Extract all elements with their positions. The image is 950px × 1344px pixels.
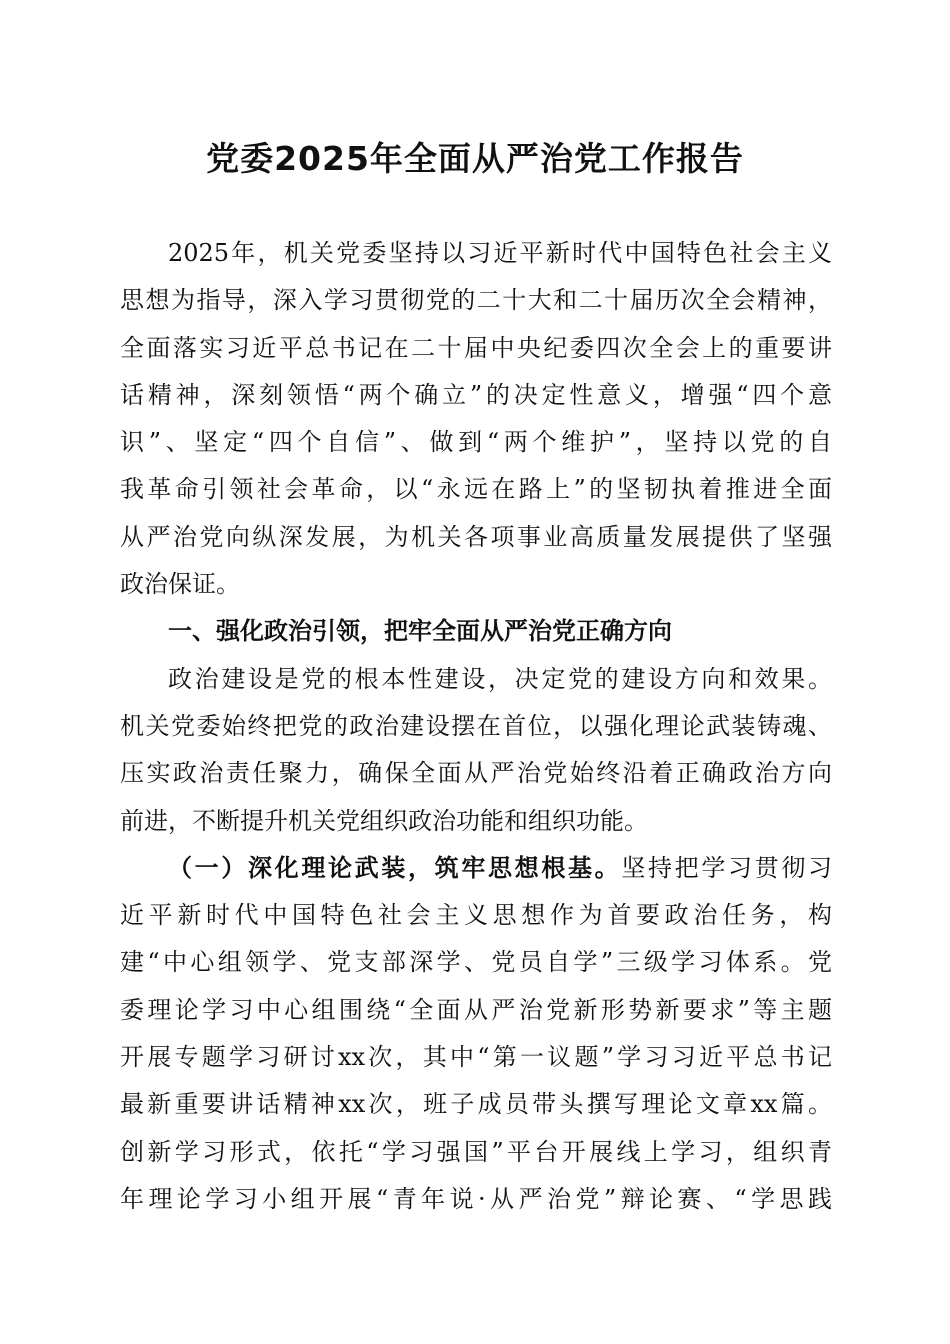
paragraph-line: 前进，不断提升机关党组织政治功能和组织功能。 — [120, 806, 648, 835]
paragraph-line: 创新学习形式，依托“学习强国”平台开展线上学习，组织青 — [120, 1137, 832, 1166]
document-title: 党委2025年全面从严治党工作报告 — [206, 139, 744, 178]
paragraph-line: 年理论学习小组开展“青年说·从严治党”辩论赛、“学思践 — [120, 1184, 832, 1213]
document-body — [120, 230, 832, 1223]
paragraph-line: 政治建设是党的根本性建设，决定党的建设方向和效果。 — [168, 664, 832, 693]
paragraph-line: 开展专题学习研讨xx次，其中“第一议题”学习习近平总书记 — [120, 1043, 832, 1072]
paragraph-line: 全面落实习近平总书记在二十届中央纪委四次全会上的重要讲 — [120, 333, 832, 362]
paragraph-line: 2025年，机关党委坚持以习近平新时代中国特色社会主义 — [168, 239, 832, 267]
paragraph-line: 识”、坚定“四个自信”、做到“两个维护”，坚持以党的自 — [120, 428, 832, 457]
paragraph-line: 话精神，深刻领悟“两个确立”的决定性意义，增强“四个意 — [120, 380, 832, 409]
paragraph-line: 机关党委始终把党的政治建设摆在首位，以强化理论武装铸魂、 — [120, 711, 832, 740]
subsection-first-line — [120, 845, 832, 892]
paragraph-line: 委理论学习中心组围绕“全面从严治党新形势新要求”等主题 — [120, 995, 832, 1024]
paragraph-line: 最新重要讲话精神xx次，班子成员带头撰写理论文章xx篇。 — [120, 1090, 832, 1119]
paragraph-line: 压实政治责任聚力，确保全面从严治党始终沿着正确政治方向 — [120, 759, 832, 788]
subsection-lead: （一）深化理论武装，筑牢思想根基。 — [168, 853, 622, 882]
paragraph-line: 我革命引领社会革命，以“永远在路上”的坚韧执着推进全面 — [120, 475, 832, 504]
paragraph-line: 从严治党向纵深发展，为机关各项事业高质量发展提供了坚强 — [120, 522, 832, 551]
paragraph-line: 思想为指导，深入学习贯彻党的二十大和二十届历次全会精神， — [120, 286, 832, 315]
paragraph-line: 建“中心组领学、党支部深学、党员自学”三级学习体系。党 — [120, 948, 832, 977]
subsection-lead-rest: 坚持把学习贯彻习 — [621, 853, 833, 882]
section-heading: 一、强化政治引领，把牢全面从严治党正确方向 — [168, 617, 672, 646]
paragraph-line: 政治保证。 — [120, 570, 240, 599]
paragraph-line: 近平新时代中国特色社会主义思想作为首要政治任务，构 — [120, 901, 832, 930]
